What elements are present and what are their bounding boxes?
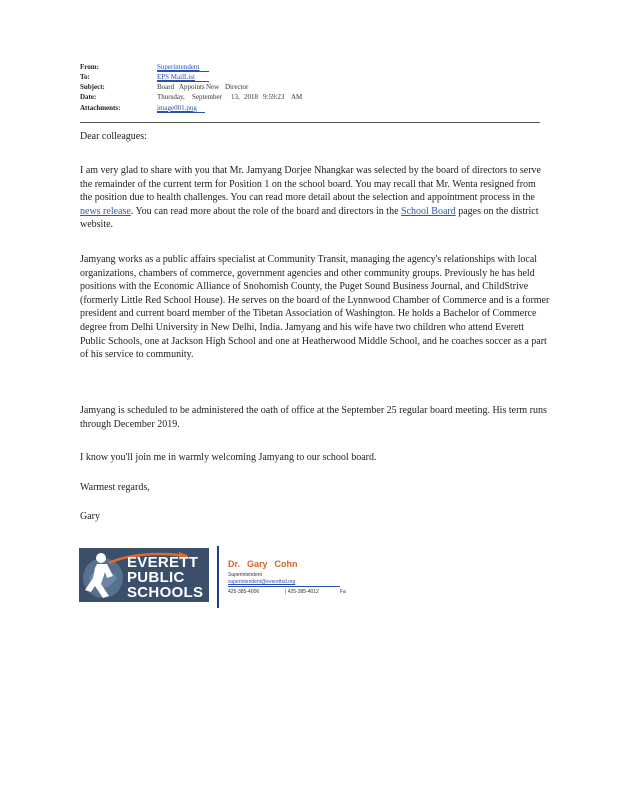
date-part: September bbox=[192, 93, 222, 101]
school-board-link[interactable]: School Board bbox=[401, 205, 456, 217]
name-part: Cohn bbox=[274, 559, 298, 569]
subject-word: New bbox=[206, 83, 220, 91]
signature-block bbox=[79, 546, 379, 608]
district-logo bbox=[79, 548, 209, 602]
paragraph-1-text: pages on the district website. bbox=[80, 205, 539, 231]
to-underline bbox=[157, 81, 209, 82]
logo-line: SCHOOLS bbox=[127, 584, 204, 601]
paragraph-1-text: I am very glad to share with you that Mr. Jamyang Dorjee Nhangkar was selected by the board of directors to serve the remainder of the current term for Position 1 on the school board. You may recall that Mr. Wenta resigned from the position due to health challenges. You can read more detail about the selection and appointment process in the bbox=[80, 165, 541, 204]
paragraph-3: Jamyang is scheduled to be administered the oath of office at the September 25 regular board meeting. His term runs through December 2019. bbox=[80, 405, 547, 430]
from-value[interactable]: Superintendent bbox=[157, 63, 200, 71]
closing: Warmest regards, bbox=[80, 482, 150, 493]
from-label: From: bbox=[80, 63, 99, 71]
attachments-label: Attachments: bbox=[80, 104, 121, 112]
signature-divider bbox=[217, 546, 219, 608]
attachment-underline bbox=[157, 112, 205, 113]
news-release-link[interactable]: news release bbox=[80, 205, 131, 217]
date-part: 2018 bbox=[244, 93, 258, 101]
date-part: 13, bbox=[231, 93, 240, 101]
from-underline bbox=[157, 71, 209, 72]
paragraph-1-text: . You can read more about the role of the board and directors in the bbox=[130, 205, 402, 217]
logo-line: PUBLIC bbox=[127, 569, 185, 586]
date-label: Date: bbox=[80, 93, 97, 101]
signature-email-link[interactable]: superintendent@everettsd.org bbox=[228, 579, 296, 585]
date-part: 9:59:23 bbox=[263, 93, 285, 101]
fax-label: Fa bbox=[340, 589, 346, 595]
paragraph-1 bbox=[80, 164, 550, 232]
date-part: Thursday, bbox=[157, 93, 185, 101]
signature-title: Superintendent bbox=[228, 572, 262, 578]
subject-word: Director bbox=[225, 83, 249, 91]
logo-line: EVERETT bbox=[127, 554, 199, 571]
date-part: AM bbox=[291, 93, 303, 101]
greeting: Dear colleagues: bbox=[80, 131, 147, 142]
to-label: To: bbox=[80, 73, 90, 81]
paragraph-2: Jamyang works as a public affairs specialist at Community Transit, managing the agency's relationships with local organizations, chambers of commerce, government agencies and other community groups. Previously he has held positions with the Economic Alliance of Snohomish County, the Puget Sound Business Journal, and ChildStrive (formerly Little Red School House). He serves on the board of the Lynnwood Chamber of Commerce and is a former president and current board member of the Tibetan Association of Washington. He holds a Bachelor of Commerce degree from Delhi University in New Delhi, India. Jamyang and his wife have two children who attend Everett Public Schools, one at Jackson High School and one at Heatherwood Middle School, and he coaches soccer as a part of his service to community. bbox=[80, 254, 550, 361]
to-value[interactable]: EPS MailList bbox=[157, 73, 195, 81]
name-part: Dr. bbox=[228, 559, 241, 569]
fax-number: | 425-385-4012 bbox=[285, 589, 319, 595]
signature-name bbox=[228, 559, 305, 569]
attachment-link[interactable]: image001.png bbox=[157, 104, 197, 112]
signoff: Gary bbox=[80, 511, 100, 522]
name-part: Gary bbox=[247, 559, 268, 569]
phone-number: 425-385-4006 bbox=[228, 589, 260, 595]
subject-label: Subject: bbox=[80, 83, 105, 91]
subject-word: Board bbox=[157, 83, 175, 91]
paragraph-4: I know you'll join me in warmly welcoming Jamyang to our school board. bbox=[80, 452, 377, 463]
subject-word: Appoints bbox=[179, 83, 205, 91]
email-underline bbox=[228, 586, 340, 587]
header-divider bbox=[80, 122, 540, 123]
